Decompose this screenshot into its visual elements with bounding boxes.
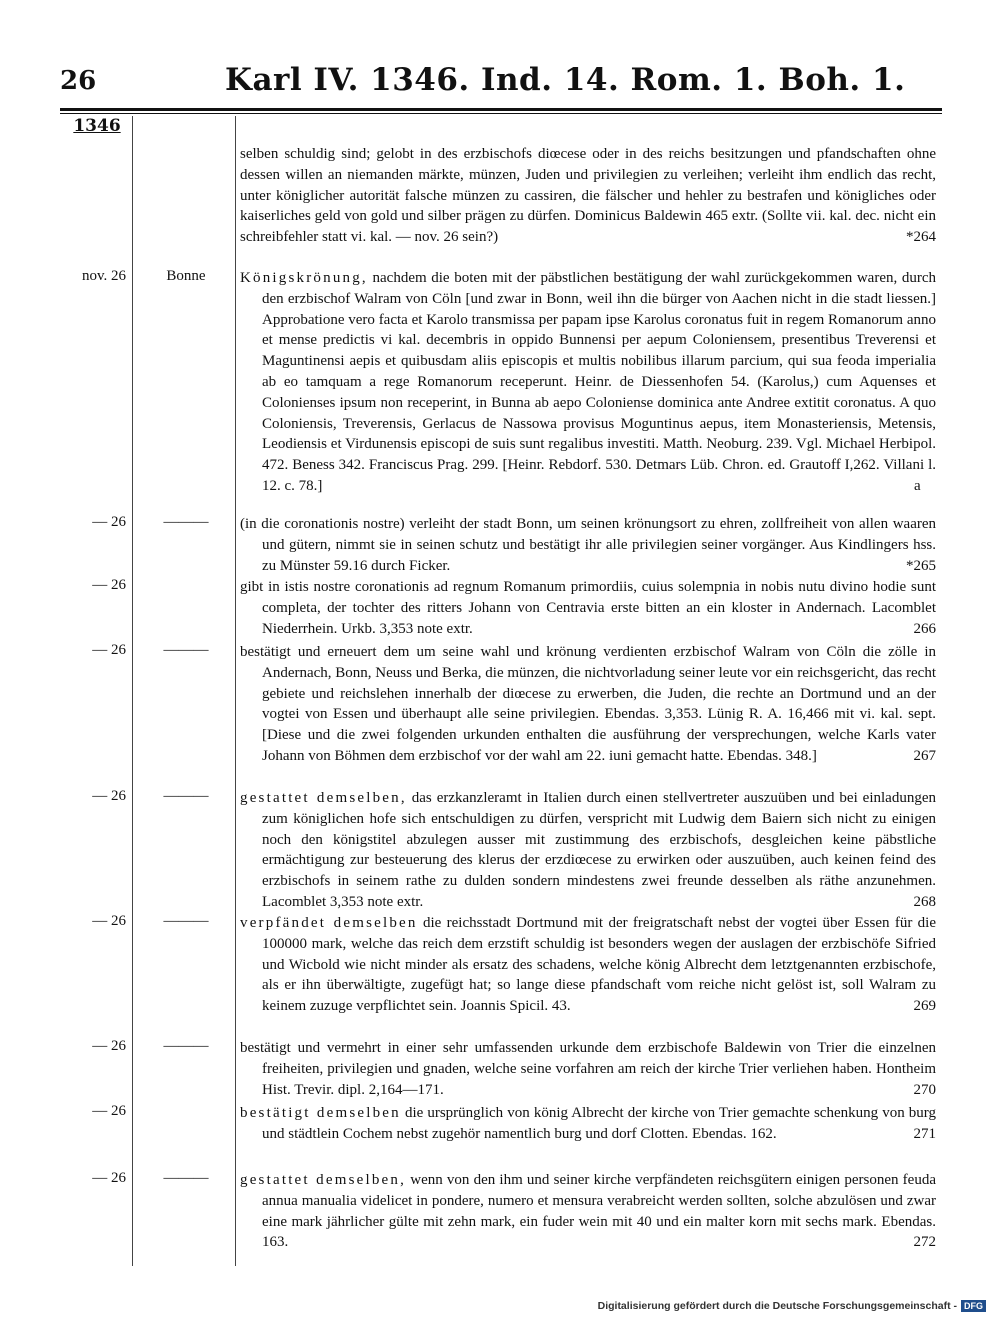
entry-text: Königskrönung, nachdem die boten mit der päbstlichen bestätigung der wahl zurückgekommen waren, durch den erzbischof Walram von Cöln [und zwar in Bonn, weil ihn die bürger von Aachen nicht in die stadt liessen.] Approbatione vero facta et Karolo transmissa per papam ipse Karolus coronatus fuit in regem Romanorum anno et mense predictis vi kal. decembris in oppido Bunnensi per aepum Coloniensem, presentibus Treverensi et Maguntinensi aepis et quibusdam aliis episcopis et multis nobilibus illarum parcium, qui sua feoda imperialia ab eo tamquam a rege Romanorum receperunt. Heinr. de Diessenhofen 54. (Karolus,) cum Aquenses et Colonienses ipsum non receperint, in Bunna ab aepo Coloniense dominica ante Andree extitit coronatus. A quo Coloniensis, Treverensis, Gerlacus de Nassowa provisus Moguntinus aepus, item Monasteriensis, Metensis, Leodiensis et Virdunensis episcopi de suis sunt regalibus investiti. Matth. Neoburg. 239. Vgl. Michael Herbipol. 472. Beness 342. Franciscus Prag. 299. [Heinr. Rebdorf. 530. Detmars Lüb. Chron. ed. Grautoff I,262. Villani l. 12. c. 78.] a — [240, 270, 936, 494]
entry-number: 271 — [913, 1125, 936, 1142]
entry-date: — 26 — [92, 1038, 126, 1054]
entry-body-text: die reichsstadt Dortmund mit der freigratschaft nebst der vogtei über Essen für die 100000 mark, welche das reich dem erzstift schuldig ist besonders wegen der auslagen der erzbischöfe Sifried und Wicbold wie nicht minder als ersatz des schadens, welche könig Albrecht dem letztgenannten erzbischofe, als er ihn überwältigte, zugefügt hat; so lange diese pfandschaft vom reiche nicht gelöst ist, soll Walram zu keinem zuzuge verpflichtet sein. Joannis Spicil. 43. — [262, 915, 937, 1015]
entry-date: — 26 — [92, 788, 126, 804]
entry-text — [240, 1170, 936, 1253]
entry-number: *264 — [906, 229, 936, 246]
entry-date: — 26 — [92, 642, 126, 658]
header-rule — [60, 108, 942, 111]
entry-lead-word: verpfändet demselben — [240, 915, 418, 931]
entry-body-text: die ursprünglich von könig Albrecht der kirche von Trier gemachte schenkung von burg und städtlein Cochem nebst zugehör namentlich burg und dorf Clotten. Ebendas. 162. — [262, 1105, 936, 1142]
entry-lead-word: Königskrönung, — [240, 270, 368, 286]
entry-body-text: bestätigt und vermehrt in einer sehr umfassenden urkunde dem erzbischofe Baldewin von Trier die einzelnen freiheiten, privilegien und gnaden, welche seine vorfahren am reich der kirche Trier verliehen haben. Hontheim Hist. Trevir. dipl. 2,164—171. — [240, 1040, 936, 1098]
entry-text — [240, 913, 936, 1017]
entry-place: Bonne — [166, 268, 206, 284]
footer-credit — [598, 1300, 986, 1312]
entry-text — [240, 577, 936, 639]
entry-body-text: nachdem die boten mit der päbstlichen bestätigung der wahl zurückgekommen waren, durch den erzbischof Walram von Cöln [und zwar in Bonn, weil ihn die bürger von Aachen nicht in die stadt liessen.] Approbatione vero facta et Karolo transmissa per papam ipse Karolus coronatus fuit in regem Romanorum anno et mense predictis vi kal. decembris in oppido Bunnensi per aepum Coloniensem, presentibus Treverensi et Maguntinensi aepis et quibusdam aliis episcopis et multis nobilibus illarum parcium, qui sua feoda imperialia ab eo tamquam a rege Romanorum receperunt. Heinr. de Diessenhofen 54. (Karolus,) cum Aquenses et Colonienses ipsum non receperint, in Bunna ab aepo Coloniense dominica ante Andree extitit coronatus. A quo Coloniensis, Treverensis, Gerlacus de Nassowa provisus Moguntinus aepus, item Monasteriensis, Metensis, Leodiensis et Virdunensis episcopi de suis sunt regalibus investiti. Matth. Neoburg. 239. Vgl. Michael Herbipol. 472. Beness 342. Franciscus Prag. 299. [Heinr. Rebdorf. 530. Detmars Lüb. Chron. ed. Grautoff I,262. Villani l. 12. c. 78.] — [262, 270, 936, 494]
entry-place: ——— — [163, 514, 209, 530]
entry-number: 267 — [913, 747, 936, 764]
entry-number: 268 — [913, 893, 936, 910]
page-number: 26 — [60, 66, 97, 96]
entry-lead-word: bestätigt demselben — [240, 1105, 401, 1121]
entry-date: — 26 — [92, 1103, 126, 1119]
entry-text — [240, 642, 936, 767]
header-rule-thin — [60, 113, 942, 114]
entry-place: ——— — [163, 1170, 209, 1186]
entry-body-text: (in die coronationis nostre) verleiht der stadt Bonn, um seinen krönungsort zu ehren, zollfreiheit von allen waaren und gütern, nimmt sie in seinen schutz und bestätigt ihr alle privilegien seiner vorgänger. Aus Kindlingers hss. zu Münster 59.16 durch Ficker. — [240, 516, 936, 574]
page-header — [60, 62, 940, 102]
entry-body-text: gibt in istis nostre coronationis ad regnum Romanum primordiis, cuius solempnia in nobis nutu divino hodie sunt completa, der tochter des ritters Johann von Centravia erste bitten an ein kloster in Andernach. Lacomblet Niederrhein. Urkb. 3,353 note extr. — [240, 579, 936, 637]
entry-body-text: das erzkanzleramt in Italien durch einen stellvertreter auszuüben und bei einladungen zum königlichen hofe sich entschuldigen zu dürfen, verspricht mit Ludwig dem Baiern sich nicht zu einigen noch den königstitel abzulegen ausser mit zustimmung des erzbischofs, desgleichen keine päbstliche ermächtigung zur besteuerung des klerus der erzdiœcese zu erwirken oder auszuüben, auch keinen feind des erzbischofs in seinem rathe zu dulden sondern mindestens zwei freunde desselben als räthe anzunehmen. Lacomblet 3,353 note extr. — [262, 790, 936, 910]
dfg-logo-icon: DFG — [961, 1300, 986, 1312]
entry-text — [240, 514, 936, 576]
entry-place: ——— — [163, 642, 209, 658]
entry-date: — 26 — [92, 577, 126, 593]
entry-number: 266 — [913, 620, 936, 637]
entry-date: nov. 26 — [81, 268, 126, 284]
year-label: 1346 — [73, 116, 121, 136]
entry-lead-word: gestattet demselben, — [240, 790, 407, 806]
entry-number: 270 — [913, 1081, 936, 1098]
entry-text — [240, 1038, 936, 1100]
entry-number: 272 — [913, 1234, 936, 1251]
entry-body-text: bestätigt und erneuert dem um seine wahl und krönung verdienten erzbischof Walram von Cöln die zölle in Andernach, Bonn, Neuss und Berka, die münzen, die nichtvorladung seiner leute vor ein reichsgericht, das recht gebiete und reichslehen innerhalb der diœcese zu erwerben, die Juden, die rechte an Dortmund und an der vogtei von Essen und überhaupt alle seine privilegien. Ebendas. 3,353. Lünig R. A. 16,466 mit vi. kal. sept. [Diese und die zwei folgenden urkunden enthalten die ausführung der versprechungen, welche Karls vater Johann von Böhmen dem erzbischof vor der wahl am 22. iuni gemacht hatte. Ebendas. 348.] — [240, 644, 936, 764]
column-divider-date — [132, 116, 133, 1266]
entry-body-text: wenn von den ihm und seiner kirche verpfändeten reichsgütern einigen personen feuda annua manualia videlicet in pondere, numero et mensura verabreicht werden sollten, solche abzulösen und zwar eine mark jährlicher gülte mit zehn mark, ein fuder wein mit 40 und ein malter korn mit sechs mark. Ebendas. 163. — [262, 1172, 936, 1251]
entry-number: *265 — [906, 557, 936, 574]
entry-body-text: selben schuldig sind; gelobt in des erzbischofs diœcese oder in des reichs besitzungen und pfandschaften ohne dessen willen an niemanden märkte, münzen, Juden und privilegien zu verleihen; verleiht ihm endlich das recht, unter königlicher autorität falsche münzen zu cassiren, die fälscher und hehler zu bestrafen und königliches oder kaiserliches geld von gold und silber prägen zu dürfen. Dominicus Baldewin 465 extr. (Sollte vii. kal. dec. nicht ein schreibfehler statt vi. kal. — nov. 26 sein?) — [240, 146, 936, 246]
footer-text: Digitalisierung gefördert durch die Deutsche Forschungsgemeinschaft - — [597, 1300, 957, 1312]
entry-number: 269 — [913, 998, 936, 1015]
entry-date: — 26 — [92, 1170, 126, 1186]
entry-date: — 26 — [92, 913, 126, 929]
entry-text — [240, 788, 936, 913]
entry-place: ——— — [163, 1038, 209, 1054]
entry-lead-word: gestattet demselben, — [240, 1172, 407, 1188]
entry-text — [240, 1103, 936, 1145]
entry-place: ——— — [163, 788, 209, 804]
entry-place: ——— — [163, 913, 209, 929]
entry-date: — 26 — [92, 514, 126, 530]
entry-text — [240, 144, 936, 248]
column-divider-text — [235, 116, 236, 1266]
running-title: Karl IV. 1346. Ind. 14. Rom. 1. Boh. 1. — [225, 62, 906, 98]
